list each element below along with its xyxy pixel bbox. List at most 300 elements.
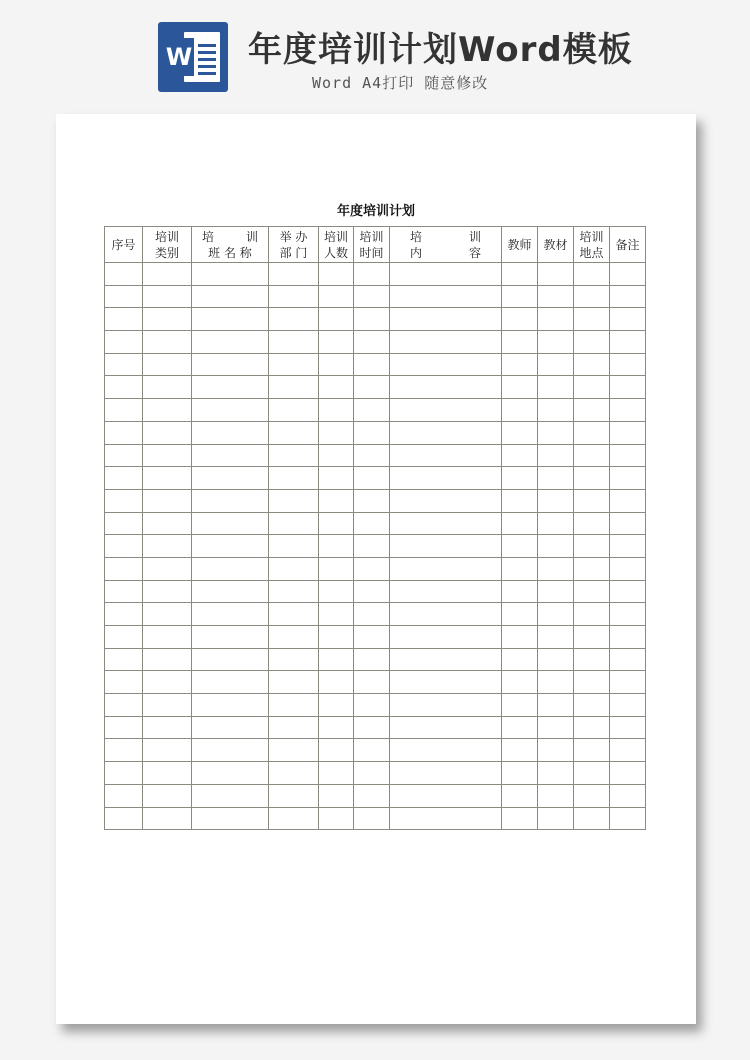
table-cell[interactable] (105, 739, 143, 762)
table-cell[interactable] (192, 512, 269, 535)
table-cell[interactable] (502, 626, 538, 649)
table-cell[interactable] (192, 331, 269, 354)
table-cell[interactable] (502, 421, 538, 444)
table-cell[interactable] (502, 716, 538, 739)
table-cell[interactable] (192, 376, 269, 399)
table-cell[interactable] (319, 489, 354, 512)
table-cell[interactable] (574, 263, 610, 286)
table-cell[interactable] (610, 376, 646, 399)
table-cell[interactable] (105, 557, 143, 580)
table-cell[interactable] (192, 626, 269, 649)
table-cell[interactable] (502, 648, 538, 671)
table-row (105, 626, 646, 649)
table-cell[interactable] (105, 512, 143, 535)
table-cell[interactable] (390, 331, 502, 354)
header-material: 教材 (538, 227, 574, 263)
table-cell[interactable] (143, 762, 192, 785)
table-cell[interactable] (574, 603, 610, 626)
table-cell[interactable] (390, 557, 502, 580)
table-cell[interactable] (502, 580, 538, 603)
banner-title: 年度培训计划Word模板 (248, 30, 633, 70)
table-row (105, 353, 646, 376)
table-cell[interactable] (538, 399, 574, 422)
table-cell[interactable] (390, 285, 502, 308)
table-cell[interactable] (143, 671, 192, 694)
table-cell[interactable] (354, 535, 390, 558)
table-cell[interactable] (269, 603, 319, 626)
table-cell[interactable] (192, 648, 269, 671)
table-cell[interactable] (502, 399, 538, 422)
table-cell[interactable] (143, 512, 192, 535)
table-cell[interactable] (319, 807, 354, 830)
table-cell[interactable] (538, 421, 574, 444)
table-cell[interactable] (538, 285, 574, 308)
table-cell[interactable] (610, 263, 646, 286)
table-cell[interactable] (354, 263, 390, 286)
table-cell[interactable] (574, 671, 610, 694)
table-cell[interactable] (538, 512, 574, 535)
table-row (105, 376, 646, 399)
table-cell[interactable] (390, 716, 502, 739)
table-cell[interactable] (192, 580, 269, 603)
table-cell[interactable] (574, 399, 610, 422)
table-cell[interactable] (538, 444, 574, 467)
table-cell[interactable] (390, 739, 502, 762)
table-row (105, 285, 646, 308)
table-cell[interactable] (269, 762, 319, 785)
header-trainee-count: 培训 人数 (319, 227, 354, 263)
table-cell[interactable] (354, 784, 390, 807)
table-body (105, 263, 646, 830)
table-cell[interactable] (192, 694, 269, 717)
table-cell[interactable] (538, 308, 574, 331)
table-cell[interactable] (105, 489, 143, 512)
table-cell[interactable] (143, 331, 192, 354)
table-cell[interactable] (574, 762, 610, 785)
table-cell[interactable] (538, 489, 574, 512)
table-cell[interactable] (269, 580, 319, 603)
table-cell[interactable] (354, 489, 390, 512)
table-cell[interactable] (319, 467, 354, 490)
table-cell[interactable] (574, 308, 610, 331)
table-cell[interactable] (192, 784, 269, 807)
table-cell[interactable] (269, 739, 319, 762)
table-cell[interactable] (105, 285, 143, 308)
table-cell[interactable] (390, 444, 502, 467)
table-cell[interactable] (105, 807, 143, 830)
table-cell[interactable] (319, 421, 354, 444)
table-cell[interactable] (319, 694, 354, 717)
table-cell[interactable] (143, 467, 192, 490)
table-cell[interactable] (143, 626, 192, 649)
table-cell[interactable] (354, 716, 390, 739)
table-cell[interactable] (354, 399, 390, 422)
table-cell[interactable] (574, 444, 610, 467)
table-cell[interactable] (502, 444, 538, 467)
table-cell[interactable] (390, 535, 502, 558)
table-cell[interactable] (143, 263, 192, 286)
table-cell[interactable] (319, 671, 354, 694)
table-cell[interactable] (269, 331, 319, 354)
table-cell[interactable] (192, 807, 269, 830)
table-cell[interactable] (390, 648, 502, 671)
table-cell[interactable] (610, 444, 646, 467)
table-cell[interactable] (269, 376, 319, 399)
table-cell[interactable] (192, 557, 269, 580)
table-cell[interactable] (143, 376, 192, 399)
table-cell[interactable] (192, 444, 269, 467)
table-cell[interactable] (319, 626, 354, 649)
table-cell[interactable] (610, 467, 646, 490)
table-cell[interactable] (610, 648, 646, 671)
table-cell[interactable] (269, 353, 319, 376)
table-cell[interactable] (390, 353, 502, 376)
table-cell[interactable] (610, 762, 646, 785)
table-row (105, 762, 646, 785)
table-cell[interactable] (610, 535, 646, 558)
table-cell[interactable] (538, 739, 574, 762)
table-cell[interactable] (502, 762, 538, 785)
table-cell[interactable] (105, 535, 143, 558)
table-cell[interactable] (502, 467, 538, 490)
table-cell[interactable] (354, 467, 390, 490)
table-cell[interactable] (354, 331, 390, 354)
table-cell[interactable] (105, 648, 143, 671)
table-cell[interactable] (502, 535, 538, 558)
table-cell[interactable] (192, 762, 269, 785)
table-cell[interactable] (319, 285, 354, 308)
table-cell[interactable] (610, 784, 646, 807)
table-cell[interactable] (105, 376, 143, 399)
table-cell[interactable] (269, 535, 319, 558)
table-cell[interactable] (143, 421, 192, 444)
table-cell[interactable] (390, 807, 502, 830)
table-cell[interactable] (574, 716, 610, 739)
table-cell[interactable] (502, 671, 538, 694)
table-cell[interactable] (143, 716, 192, 739)
table-cell[interactable] (319, 716, 354, 739)
table-cell[interactable] (538, 467, 574, 490)
table-cell[interactable] (105, 784, 143, 807)
table-cell[interactable] (390, 467, 502, 490)
table-cell[interactable] (105, 603, 143, 626)
table-cell[interactable] (390, 421, 502, 444)
table-cell[interactable] (269, 648, 319, 671)
table-cell[interactable] (574, 285, 610, 308)
table-cell[interactable] (143, 807, 192, 830)
table-cell[interactable] (143, 557, 192, 580)
table-cell[interactable] (574, 694, 610, 717)
table-cell[interactable] (354, 671, 390, 694)
table-cell[interactable] (269, 784, 319, 807)
table-cell[interactable] (390, 399, 502, 422)
table-cell[interactable] (610, 399, 646, 422)
table-cell[interactable] (269, 716, 319, 739)
table-cell[interactable] (538, 716, 574, 739)
word-logo-letter: W (164, 38, 194, 76)
table-cell[interactable] (354, 444, 390, 467)
table-cell[interactable] (502, 331, 538, 354)
table-cell[interactable] (269, 421, 319, 444)
table-cell[interactable] (502, 512, 538, 535)
table-cell[interactable] (538, 535, 574, 558)
table-cell[interactable] (319, 331, 354, 354)
table-cell[interactable] (143, 648, 192, 671)
table-cell[interactable] (538, 694, 574, 717)
table-cell[interactable] (574, 467, 610, 490)
table-cell[interactable] (574, 626, 610, 649)
table-cell[interactable] (354, 807, 390, 830)
table-cell[interactable] (538, 263, 574, 286)
table-cell[interactable] (354, 762, 390, 785)
table-cell[interactable] (502, 739, 538, 762)
table-cell[interactable] (354, 648, 390, 671)
table-cell[interactable] (319, 762, 354, 785)
table-cell[interactable] (354, 603, 390, 626)
table-cell[interactable] (319, 308, 354, 331)
table-cell[interactable] (502, 308, 538, 331)
table-cell[interactable] (105, 444, 143, 467)
table-cell[interactable] (390, 671, 502, 694)
table-cell[interactable] (105, 308, 143, 331)
table-cell[interactable] (610, 716, 646, 739)
table-cell[interactable] (538, 807, 574, 830)
table-cell[interactable] (354, 353, 390, 376)
table-cell[interactable] (354, 376, 390, 399)
table-cell[interactable] (538, 762, 574, 785)
table-cell[interactable] (502, 263, 538, 286)
table-cell[interactable] (574, 648, 610, 671)
table-cell[interactable] (538, 376, 574, 399)
table-cell[interactable] (574, 489, 610, 512)
table-cell[interactable] (192, 603, 269, 626)
word-app-icon (158, 22, 228, 92)
table-cell[interactable] (269, 285, 319, 308)
table-row (105, 512, 646, 535)
table-cell[interactable] (143, 399, 192, 422)
table-cell[interactable] (354, 694, 390, 717)
banner (0, 0, 750, 110)
table-cell[interactable] (319, 399, 354, 422)
table-row (105, 331, 646, 354)
table-cell[interactable] (143, 535, 192, 558)
table-cell[interactable] (143, 694, 192, 717)
table-cell[interactable] (390, 512, 502, 535)
table-cell[interactable] (390, 308, 502, 331)
document-page (56, 114, 696, 1024)
table-cell[interactable] (269, 399, 319, 422)
table-cell[interactable] (319, 263, 354, 286)
table-cell[interactable] (105, 399, 143, 422)
table-cell[interactable] (269, 512, 319, 535)
table-cell[interactable] (105, 716, 143, 739)
table-cell[interactable] (269, 694, 319, 717)
table-cell[interactable] (610, 285, 646, 308)
table-cell[interactable] (105, 353, 143, 376)
table-cell[interactable] (192, 308, 269, 331)
table-cell[interactable] (192, 489, 269, 512)
table-cell[interactable] (105, 671, 143, 694)
table-row (105, 671, 646, 694)
table-cell[interactable] (502, 376, 538, 399)
table-cell[interactable] (192, 285, 269, 308)
table-cell[interactable] (319, 648, 354, 671)
table-cell[interactable] (610, 603, 646, 626)
table-cell[interactable] (502, 784, 538, 807)
table-cell[interactable] (538, 603, 574, 626)
table-cell[interactable] (269, 671, 319, 694)
table-cell[interactable] (319, 580, 354, 603)
table-cell[interactable] (143, 603, 192, 626)
table-cell[interactable] (574, 512, 610, 535)
table-cell[interactable] (319, 444, 354, 467)
table-cell[interactable] (192, 353, 269, 376)
table-cell[interactable] (105, 626, 143, 649)
table-cell[interactable] (354, 626, 390, 649)
table-cell[interactable] (319, 603, 354, 626)
table-row (105, 263, 646, 286)
table-cell[interactable] (538, 626, 574, 649)
table-cell[interactable] (538, 331, 574, 354)
table-cell[interactable] (269, 807, 319, 830)
table-cell[interactable] (105, 467, 143, 490)
table-cell[interactable] (319, 557, 354, 580)
header-remark: 备注 (610, 227, 646, 263)
table-cell[interactable] (319, 784, 354, 807)
table-cell[interactable] (105, 263, 143, 286)
table-row (105, 489, 646, 512)
table-cell[interactable] (390, 263, 502, 286)
table-cell[interactable] (319, 535, 354, 558)
table-cell[interactable] (192, 263, 269, 286)
table-cell[interactable] (502, 603, 538, 626)
table-cell[interactable] (269, 444, 319, 467)
table-cell[interactable] (610, 739, 646, 762)
table-cell[interactable] (610, 807, 646, 830)
table-cell[interactable] (192, 467, 269, 490)
table-cell[interactable] (538, 784, 574, 807)
table-cell[interactable] (319, 353, 354, 376)
table-cell[interactable] (610, 308, 646, 331)
table-cell[interactable] (502, 489, 538, 512)
table-cell[interactable] (192, 716, 269, 739)
table-cell[interactable] (502, 694, 538, 717)
table-cell[interactable] (502, 557, 538, 580)
table-cell[interactable] (143, 580, 192, 603)
table-header (105, 227, 646, 263)
table-cell[interactable] (390, 489, 502, 512)
table-cell[interactable] (143, 308, 192, 331)
table-row (105, 784, 646, 807)
table-cell[interactable] (143, 784, 192, 807)
table-cell[interactable] (105, 580, 143, 603)
table-cell[interactable] (354, 739, 390, 762)
table-cell[interactable] (610, 694, 646, 717)
table-cell[interactable] (354, 308, 390, 331)
table-cell[interactable] (538, 580, 574, 603)
table-cell[interactable] (192, 399, 269, 422)
table-cell[interactable] (390, 694, 502, 717)
table-cell[interactable] (105, 331, 143, 354)
table-cell[interactable] (105, 694, 143, 717)
table-cell[interactable] (610, 580, 646, 603)
table-cell[interactable] (319, 376, 354, 399)
table-cell[interactable] (538, 557, 574, 580)
table-cell[interactable] (390, 762, 502, 785)
table-cell[interactable] (610, 512, 646, 535)
table-cell[interactable] (143, 739, 192, 762)
table-cell[interactable] (610, 671, 646, 694)
table-cell[interactable] (105, 762, 143, 785)
table-cell[interactable] (574, 739, 610, 762)
table-cell[interactable] (319, 512, 354, 535)
table-row (105, 444, 646, 467)
table-cell[interactable] (538, 671, 574, 694)
table-cell[interactable] (143, 285, 192, 308)
table-cell[interactable] (192, 739, 269, 762)
table-cell[interactable] (574, 421, 610, 444)
table-cell[interactable] (574, 580, 610, 603)
table-cell[interactable] (354, 512, 390, 535)
table-cell[interactable] (105, 421, 143, 444)
table-cell[interactable] (143, 489, 192, 512)
table-cell[interactable] (502, 285, 538, 308)
table-cell[interactable] (574, 557, 610, 580)
table-cell[interactable] (143, 444, 192, 467)
table-cell[interactable] (269, 489, 319, 512)
table-cell[interactable] (269, 308, 319, 331)
table-cell[interactable] (610, 557, 646, 580)
table-cell[interactable] (192, 535, 269, 558)
table-cell[interactable] (319, 739, 354, 762)
table-cell[interactable] (610, 353, 646, 376)
header-training-time: 培训 时间 (354, 227, 390, 263)
table-cell[interactable] (574, 376, 610, 399)
table-cell[interactable] (538, 353, 574, 376)
table-cell[interactable] (610, 421, 646, 444)
table-cell[interactable] (574, 331, 610, 354)
table-cell[interactable] (390, 784, 502, 807)
table-cell[interactable] (354, 285, 390, 308)
table-cell[interactable] (269, 626, 319, 649)
table-cell[interactable] (610, 489, 646, 512)
table-cell[interactable] (390, 580, 502, 603)
table-cell[interactable] (192, 421, 269, 444)
table-cell[interactable] (610, 331, 646, 354)
table-cell[interactable] (574, 535, 610, 558)
table-cell[interactable] (574, 807, 610, 830)
table-cell[interactable] (574, 784, 610, 807)
table-cell[interactable] (143, 353, 192, 376)
table-cell[interactable] (502, 807, 538, 830)
table-cell[interactable] (390, 376, 502, 399)
table-cell[interactable] (610, 626, 646, 649)
table-cell[interactable] (354, 557, 390, 580)
table-cell[interactable] (354, 421, 390, 444)
table-cell[interactable] (502, 353, 538, 376)
table-cell[interactable] (354, 580, 390, 603)
table-cell[interactable] (269, 467, 319, 490)
table-cell[interactable] (269, 557, 319, 580)
table-cell[interactable] (390, 626, 502, 649)
table-cell[interactable] (269, 263, 319, 286)
table-row (105, 421, 646, 444)
table-cell[interactable] (538, 648, 574, 671)
table-cell[interactable] (574, 353, 610, 376)
table-cell[interactable] (390, 603, 502, 626)
table-row (105, 557, 646, 580)
table-cell[interactable] (192, 671, 269, 694)
